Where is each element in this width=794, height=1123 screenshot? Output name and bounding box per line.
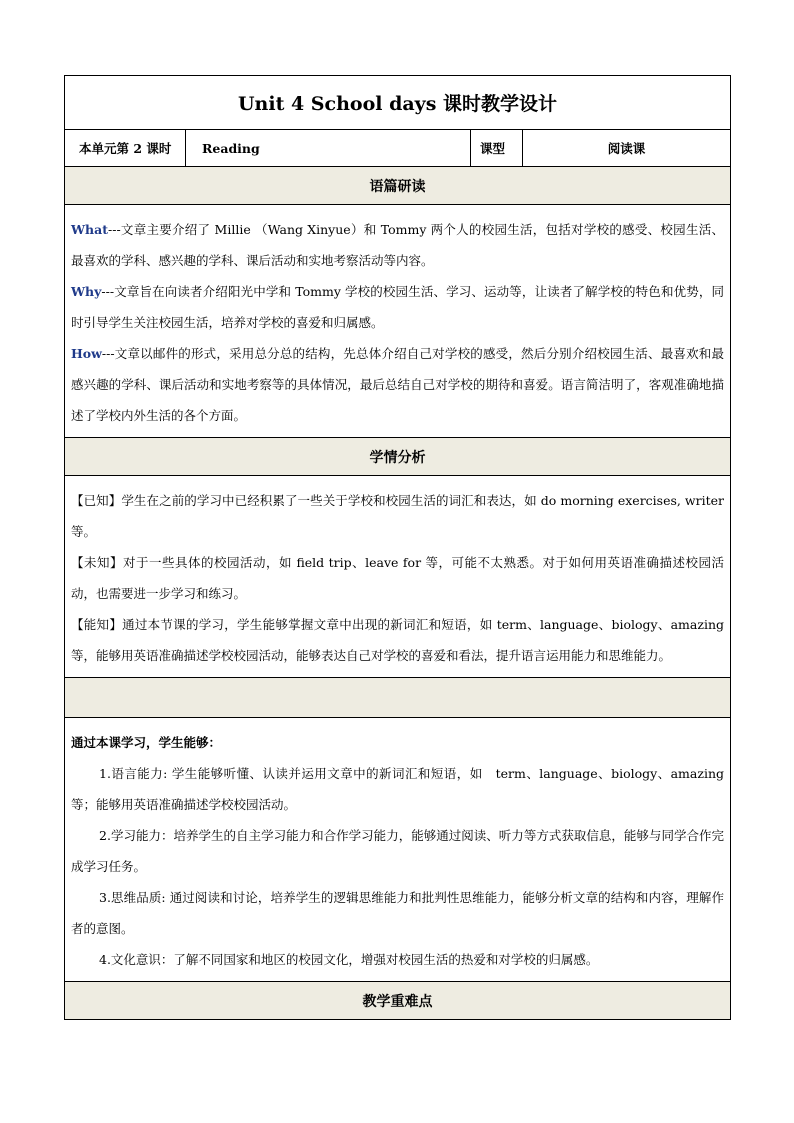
document-title: Unit 4 School days 课时教学设计 xyxy=(65,76,731,130)
lesson-type-label: 课型 xyxy=(471,130,523,167)
what-paragraph xyxy=(71,214,724,276)
section-heading-objectives xyxy=(65,678,731,718)
objective-item: 4.文化意识：了解不同国家和地区的校园文化，增强对校园生活的热爱和对学校的归属感。 xyxy=(99,952,599,967)
objectives-content xyxy=(65,718,731,982)
why-paragraph xyxy=(71,276,724,338)
how-keyword: How xyxy=(71,346,102,361)
objectives-intro: 通过本课学习，学生能够： xyxy=(71,735,222,750)
lesson-plan-page xyxy=(64,75,730,1020)
objective-item: 1.语言能力: 学生能够听懂、认读并运用文章中的新词汇和短语，如 term、language、biology、amazing 等；能够用英语准确描述学校校园活动。 xyxy=(71,766,724,812)
how-paragraph xyxy=(71,338,724,431)
section-heading-key-points: 教学重难点 xyxy=(65,982,731,1020)
objective-item: 2.学习能力：培养学生的自主学习能力和合作学习能力，能够通过阅读、听力等方式获取信息，能够与同学合作完成学习任务。 xyxy=(71,828,724,874)
objective-item: 3.思维品质: 通过阅读和讨论，培养学生的逻辑思维能力和批判性思维能力，能够分析文章的结构和内容，理解作者的意图。 xyxy=(71,890,724,936)
able-paragraph: 【能知】通过本节课的学习，学生能够掌握文章中出现的新词汇和短语，如 term、language、biology、amazing 等，能够用英语准确描述学校校园活动，能够表达自己对学校的喜爱和看法，提升语言运用能力和思维能力。 xyxy=(71,617,724,663)
lesson-number: 本单元第 2 课时 xyxy=(65,130,186,167)
learner-analysis-content xyxy=(65,476,731,678)
unknown-paragraph: 【未知】对于一些具体的校园活动，如 field trip、leave for 等，可能不太熟悉。对于如何用英语准确描述校园活动，也需要进一步学习和练习。 xyxy=(71,555,724,601)
why-keyword: Why xyxy=(71,284,102,299)
text-study-content xyxy=(65,205,731,438)
lesson-topic: Reading xyxy=(186,130,471,167)
lesson-plan-table xyxy=(64,75,731,1020)
what-keyword: What xyxy=(71,222,108,237)
why-text: ---文章旨在向读者介绍阳光中学和 Tommy 学校的校园生活、学习、运动等，让读者了解学校的特色和优势，同时引导学生关注校园生活，培养对学校的喜爱和归属感。 xyxy=(71,284,724,330)
section-heading-text-study: 语篇研读 xyxy=(65,167,731,205)
section-heading-learner-analysis: 学情分析 xyxy=(65,438,731,476)
known-paragraph: 【已知】学生在之前的学习中已经积累了一些关于学校和校园生活的词汇和表达，如 do morning exercises, writer等。 xyxy=(71,493,724,539)
what-text: ---文章主要介绍了 Millie （Wang Xinyue）和 Tommy 两个人的校园生活，包括对学校的感受、校园生活、最喜欢的学科、感兴趣的学科、课后活动和实地考察活动等内容。 xyxy=(71,222,724,268)
how-text: ---文章以邮件的形式，采用总分总的结构，先总体介绍自己对学校的感受，然后分别介绍校园生活、最喜欢和最感兴趣的学科、课后活动和实地考察等的具体情况，最后总结自己对学校的期待和喜爱。语言简洁明了，客观准确地描述了学校内外生活的各个方面。 xyxy=(71,346,724,423)
lesson-type-value: 阅读课 xyxy=(523,130,731,167)
